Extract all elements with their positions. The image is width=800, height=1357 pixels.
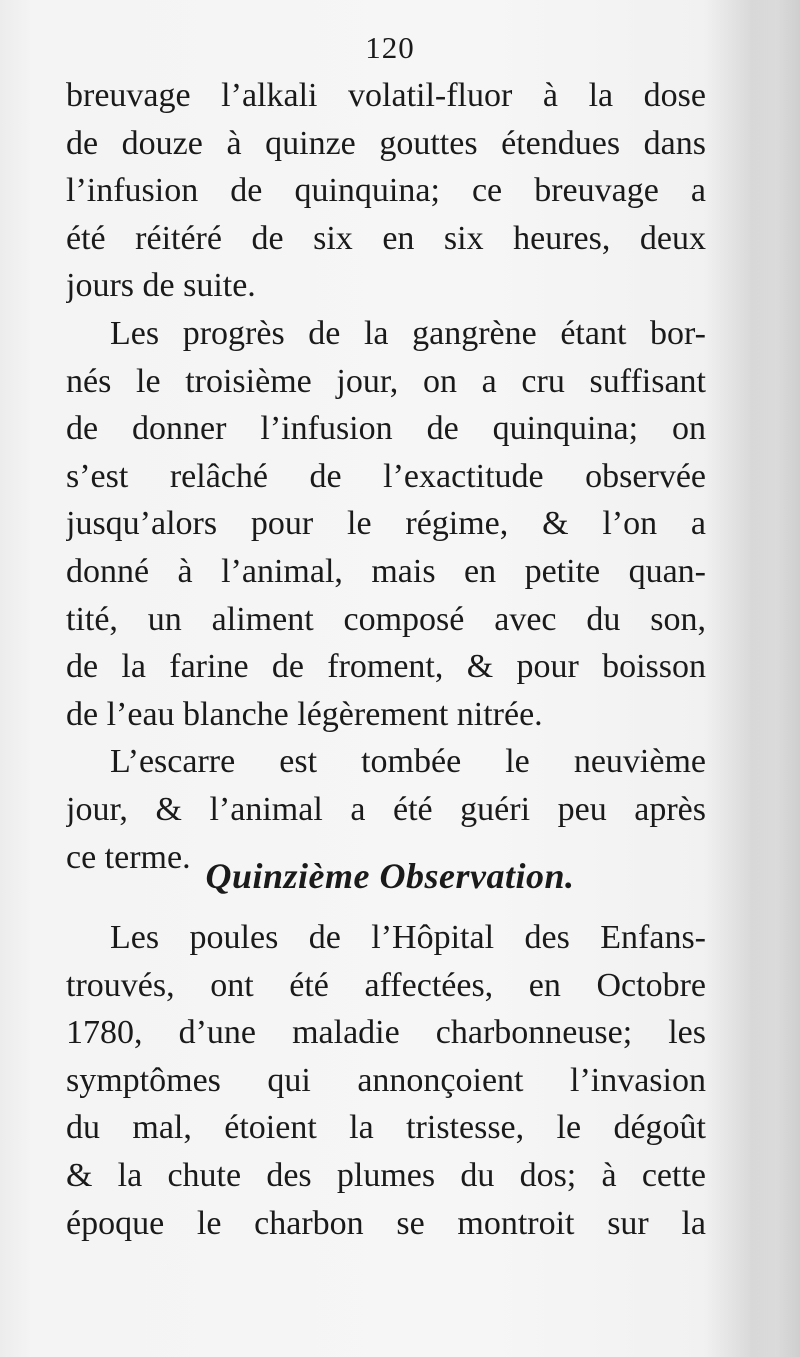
text-line: été réitéré de six en six heures, deux: [66, 219, 706, 257]
body-text-bottom: [66, 914, 706, 1247]
paragraph-2: [66, 310, 706, 738]
text-line: L’escarre est tombée le neuvième: [110, 743, 706, 781]
text-line: de douze à quinze gouttes étendues dans: [66, 124, 706, 162]
text-line: breuvage l’alkali volatil-fluor à la dose: [66, 77, 706, 114]
text-line: jour, & l’animal a été guéri peu après: [66, 790, 706, 828]
text-line: jusqu’alors pour le régime, & l’on a: [66, 505, 706, 543]
text-line: de l’eau blanche légèrement nitrée.: [66, 695, 543, 733]
text-line: nés le troisième jour, on a cru suffisant: [66, 362, 706, 400]
text-line: ce terme.: [66, 838, 191, 876]
paragraph-4: [66, 914, 706, 1247]
text-line: tité, un aliment composé avec du son,: [66, 600, 706, 638]
page-number: 120: [365, 30, 415, 65]
text-line: de la farine de froment, & pour boisson: [66, 648, 706, 686]
text-line: de donner l’infusion de quinquina; on: [66, 410, 706, 448]
text-line: époque le charbon se montroit sur la: [66, 1204, 706, 1242]
text-line: jours de suite.: [66, 267, 256, 305]
paragraph-continued: [66, 72, 706, 310]
text-line: Les progrès de la gangrène étant bor-: [110, 314, 706, 352]
text-line: l’infusion de quinquina; ce breuvage a: [66, 172, 706, 210]
page-edge-shadow: [748, 0, 800, 1357]
text-line: Les poules de l’Hôpital des Enfans-: [110, 919, 706, 956]
text-line: donné à l’animal, mais en petite quan-: [66, 552, 706, 590]
text-line: du mal, étoient la tristesse, le dégoût: [66, 1109, 706, 1147]
text-line: symptômes qui annonçoient l’invasion: [66, 1061, 706, 1099]
body-text-top: [66, 72, 706, 881]
text-line: trouvés, ont été affectées, en Octobre: [66, 966, 706, 1004]
section-heading: Quinzième Observation.: [205, 856, 575, 896]
text-line: 1780, d’une maladie charbonneuse; les: [66, 1014, 706, 1052]
text-line: s’est relâché de l’exactitude observée: [66, 457, 706, 495]
text-line: & la chute des plumes du dos; à cette: [66, 1156, 706, 1194]
